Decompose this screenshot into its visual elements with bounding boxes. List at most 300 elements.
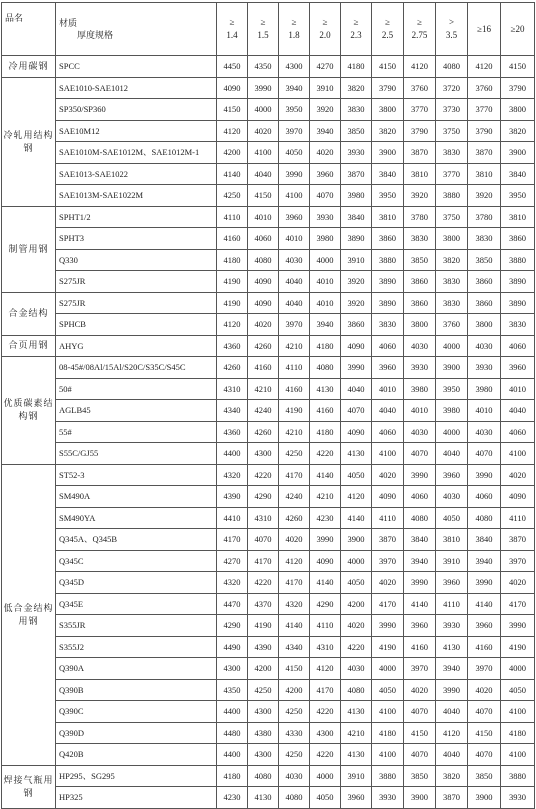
price-cell: 4310 xyxy=(310,636,341,658)
price-cell: 4390 xyxy=(217,486,248,508)
price-cell: 4000 xyxy=(501,658,535,680)
table-row xyxy=(2,529,535,551)
price-cell: 4250 xyxy=(279,701,310,723)
price-cell: 4000 xyxy=(436,335,468,357)
table-row xyxy=(2,507,535,529)
material-cell: SAE1010M-SAE1012M、SAE1012M-1 xyxy=(56,142,217,164)
material-cell: HP295、SG295 xyxy=(56,765,217,787)
price-cell: 3890 xyxy=(501,271,535,293)
price-cell: 4180 xyxy=(341,56,372,78)
price-cell: 4300 xyxy=(248,744,279,766)
price-cell: 3780 xyxy=(404,206,436,228)
table-row xyxy=(2,77,535,99)
price-cell: 3850 xyxy=(468,249,501,271)
price-cell: 4120 xyxy=(279,550,310,572)
price-cell: 3860 xyxy=(468,271,501,293)
price-cell: 4190 xyxy=(372,636,404,658)
material-cell: HP325 xyxy=(56,787,217,809)
price-cell: 4160 xyxy=(217,228,248,250)
price-cell: 4150 xyxy=(372,56,404,78)
material-cell: SP350/SP360 xyxy=(56,99,217,121)
price-cell: 4100 xyxy=(372,443,404,465)
price-cell: 4190 xyxy=(279,400,310,422)
price-cell: 4100 xyxy=(501,701,535,723)
price-cell: 4080 xyxy=(404,507,436,529)
price-cell: 4050 xyxy=(436,507,468,529)
price-cell: 3900 xyxy=(404,787,436,809)
price-cell: 3870 xyxy=(404,142,436,164)
price-cell: 3760 xyxy=(468,77,501,99)
price-cell: 4220 xyxy=(310,744,341,766)
price-cell: 4060 xyxy=(404,486,436,508)
price-cell: 3880 xyxy=(372,249,404,271)
material-cell: AGLB45 xyxy=(56,400,217,422)
price-cell: 4070 xyxy=(404,744,436,766)
price-cell: 4260 xyxy=(279,507,310,529)
price-cell: 4040 xyxy=(436,443,468,465)
price-cell: 4080 xyxy=(248,765,279,787)
price-cell: 4360 xyxy=(217,421,248,443)
table-row xyxy=(2,744,535,766)
table-row xyxy=(2,357,535,379)
price-cell: 4090 xyxy=(310,550,341,572)
price-cell: 4020 xyxy=(341,615,372,637)
price-cell: 3920 xyxy=(341,271,372,293)
header-thickness-2: ≥ 1.5 xyxy=(248,3,279,56)
price-cell: 4110 xyxy=(310,615,341,637)
price-cell: 3950 xyxy=(372,185,404,207)
price-cell: 4050 xyxy=(310,787,341,809)
price-cell: 4070 xyxy=(468,701,501,723)
price-cell: 3750 xyxy=(436,120,468,142)
price-cell: 4300 xyxy=(248,701,279,723)
price-cell: 4470 xyxy=(217,593,248,615)
price-cell: 4170 xyxy=(248,550,279,572)
price-cell: 3990 xyxy=(468,464,501,486)
price-cell: 3980 xyxy=(310,228,341,250)
material-cell: S55C/GJ55 xyxy=(56,443,217,465)
material-cell: Q390A xyxy=(56,658,217,680)
table-body xyxy=(2,56,535,809)
price-cell: 3960 xyxy=(436,572,468,594)
price-cell: 3990 xyxy=(372,615,404,637)
price-cell: 3810 xyxy=(501,206,535,228)
price-cell: 4250 xyxy=(279,744,310,766)
price-cell: 3930 xyxy=(341,142,372,164)
price-cell: 4240 xyxy=(248,400,279,422)
header-thickness-1: ≥ 1.4 xyxy=(217,3,248,56)
price-cell: 3810 xyxy=(436,529,468,551)
material-cell: Q345D xyxy=(56,572,217,594)
material-cell: SAE1010-SAE1012 xyxy=(56,77,217,99)
price-cell: 3990 xyxy=(468,572,501,594)
price-cell: 3990 xyxy=(248,77,279,99)
price-cell: 4180 xyxy=(217,249,248,271)
price-cell: 4040 xyxy=(436,701,468,723)
header-thickness-9: ≥16 xyxy=(468,3,501,56)
price-cell: 4060 xyxy=(501,335,535,357)
price-cell: 4010 xyxy=(468,400,501,422)
price-cell: 3860 xyxy=(372,228,404,250)
price-cell: 4000 xyxy=(436,421,468,443)
price-cell: 4220 xyxy=(248,464,279,486)
price-cell: 3960 xyxy=(468,615,501,637)
price-cell: 4290 xyxy=(310,593,341,615)
price-cell: 3930 xyxy=(310,206,341,228)
price-cell: 4030 xyxy=(404,335,436,357)
price-cell: 3990 xyxy=(501,615,535,637)
price-cell: 4330 xyxy=(279,722,310,744)
price-cell: 3910 xyxy=(436,550,468,572)
price-cell: 3900 xyxy=(372,142,404,164)
price-cell: 4170 xyxy=(279,572,310,594)
table-row xyxy=(2,271,535,293)
price-cell: 3790 xyxy=(468,120,501,142)
header-thickness-5: ≥ 2.3 xyxy=(341,3,372,56)
material-cell: 50# xyxy=(56,378,217,400)
price-cell: 3980 xyxy=(436,400,468,422)
price-cell: 3960 xyxy=(436,464,468,486)
price-cell: 3820 xyxy=(436,249,468,271)
price-cell: 4040 xyxy=(341,378,372,400)
price-cell: 3900 xyxy=(501,142,535,164)
price-cell: 4220 xyxy=(310,443,341,465)
price-cell: 3880 xyxy=(501,765,535,787)
price-cell: 4300 xyxy=(279,56,310,78)
price-cell: 4030 xyxy=(404,421,436,443)
price-cell: 4490 xyxy=(217,636,248,658)
material-cell: 08-45#/08Al/15Al/S20C/S35C/S45C xyxy=(56,357,217,379)
price-cell: 4090 xyxy=(501,486,535,508)
material-cell: Q390D xyxy=(56,722,217,744)
table-row xyxy=(2,701,535,723)
price-cell: 4130 xyxy=(341,443,372,465)
price-cell: 4140 xyxy=(279,615,310,637)
price-cell: 4400 xyxy=(217,744,248,766)
material-cell: Q345C xyxy=(56,550,217,572)
price-cell: 4250 xyxy=(248,679,279,701)
price-cell: 4100 xyxy=(372,744,404,766)
price-cell: 4270 xyxy=(217,550,248,572)
material-cell: S355J2 xyxy=(56,636,217,658)
price-cell: 4120 xyxy=(404,56,436,78)
price-cell: 4020 xyxy=(248,120,279,142)
price-cell: 3890 xyxy=(372,292,404,314)
price-cell: 4320 xyxy=(217,464,248,486)
price-cell: 3820 xyxy=(436,765,468,787)
price-cell: 4140 xyxy=(404,593,436,615)
price-cell: 4020 xyxy=(372,464,404,486)
header-material xyxy=(56,3,217,56)
price-cell: 3800 xyxy=(372,99,404,121)
price-cell: 4360 xyxy=(217,335,248,357)
price-cell: 3970 xyxy=(279,314,310,336)
table-row xyxy=(2,185,535,207)
price-cell: 3840 xyxy=(468,529,501,551)
price-cell: 4190 xyxy=(217,292,248,314)
price-cell: 3790 xyxy=(501,77,535,99)
price-cell: 4140 xyxy=(468,593,501,615)
material-cell: Q420B xyxy=(56,744,217,766)
price-cell: 4170 xyxy=(372,593,404,615)
price-cell: 3820 xyxy=(372,120,404,142)
price-cell: 3950 xyxy=(279,99,310,121)
price-cell: 3940 xyxy=(310,314,341,336)
price-cell: 3830 xyxy=(501,314,535,336)
header-material-label: 材质 xyxy=(59,18,78,28)
price-cell: 4090 xyxy=(341,335,372,357)
price-cell: 3860 xyxy=(501,228,535,250)
price-cell: 4210 xyxy=(341,722,372,744)
price-cell: 4060 xyxy=(468,486,501,508)
price-cell: 3860 xyxy=(341,314,372,336)
material-cell: ST52-3 xyxy=(56,464,217,486)
price-cell: 4150 xyxy=(279,658,310,680)
price-cell: 4250 xyxy=(279,443,310,465)
price-cell: 3960 xyxy=(501,357,535,379)
price-cell: 4130 xyxy=(436,636,468,658)
price-cell: 4150 xyxy=(217,99,248,121)
table-row xyxy=(2,335,535,357)
price-cell: 4200 xyxy=(279,679,310,701)
price-cell: 4020 xyxy=(310,142,341,164)
price-cell: 4060 xyxy=(372,421,404,443)
price-cell: 4130 xyxy=(341,744,372,766)
table-row xyxy=(2,765,535,787)
price-cell: 3810 xyxy=(468,163,501,185)
table-row xyxy=(2,314,535,336)
price-cell: 4200 xyxy=(217,142,248,164)
price-cell: 3920 xyxy=(404,185,436,207)
price-cell: 3820 xyxy=(501,120,535,142)
price-cell: 4110 xyxy=(217,206,248,228)
price-cell: 3940 xyxy=(404,550,436,572)
price-cell: 4190 xyxy=(217,271,248,293)
price-cell: 4010 xyxy=(248,206,279,228)
price-cell: 4210 xyxy=(248,378,279,400)
price-cell: 4100 xyxy=(372,701,404,723)
price-cell: 4200 xyxy=(248,658,279,680)
price-cell: 3920 xyxy=(468,185,501,207)
price-cell: 4010 xyxy=(279,228,310,250)
price-cell: 4180 xyxy=(310,421,341,443)
price-cell: 3770 xyxy=(468,99,501,121)
price-cell: 4060 xyxy=(248,228,279,250)
price-cell: 4100 xyxy=(501,744,535,766)
price-cell: 4020 xyxy=(372,572,404,594)
price-cell: 3930 xyxy=(372,787,404,809)
material-cell: Q345A、Q345B xyxy=(56,529,217,551)
category-cell: 合页用钢 xyxy=(2,335,56,357)
price-cell: 3830 xyxy=(341,99,372,121)
header-thickness-3: ≥ 1.8 xyxy=(279,3,310,56)
price-cell: 3900 xyxy=(341,529,372,551)
price-cell: 3990 xyxy=(404,464,436,486)
price-cell: 3830 xyxy=(404,228,436,250)
price-cell: 4040 xyxy=(248,163,279,185)
price-cell: 4120 xyxy=(468,56,501,78)
price-cell: 4070 xyxy=(404,443,436,465)
price-cell: 4040 xyxy=(436,744,468,766)
price-cell: 3870 xyxy=(436,787,468,809)
price-cell: 4150 xyxy=(468,722,501,744)
category-cell: 焊接气瓶用钢 xyxy=(2,765,56,808)
price-cell: 3810 xyxy=(372,206,404,228)
price-cell: 4310 xyxy=(217,378,248,400)
price-cell: 4140 xyxy=(310,464,341,486)
price-cell: 4180 xyxy=(217,765,248,787)
table-row xyxy=(2,636,535,658)
price-cell: 3990 xyxy=(404,572,436,594)
header-thickness-6: ≥ 2.5 xyxy=(372,3,404,56)
material-cell: SPCC xyxy=(56,56,217,78)
price-cell: 3750 xyxy=(436,206,468,228)
price-cell: 3930 xyxy=(468,357,501,379)
price-cell: 3980 xyxy=(341,185,372,207)
price-cell: 4090 xyxy=(217,77,248,99)
price-cell: 3790 xyxy=(372,77,404,99)
material-cell: AHYG xyxy=(56,335,217,357)
table-row xyxy=(2,593,535,615)
price-cell: 4290 xyxy=(217,615,248,637)
price-cell: 4160 xyxy=(310,400,341,422)
price-cell: 4040 xyxy=(279,292,310,314)
material-cell: S355JR xyxy=(56,615,217,637)
price-cell: 4080 xyxy=(310,357,341,379)
table-row xyxy=(2,787,535,809)
price-cell: 3770 xyxy=(404,99,436,121)
price-cell: 3970 xyxy=(404,658,436,680)
price-cell: 4070 xyxy=(310,185,341,207)
category-cell: 合金结构 xyxy=(2,292,56,335)
price-cell: 3850 xyxy=(404,249,436,271)
price-cell: 3840 xyxy=(341,206,372,228)
table-row xyxy=(2,56,535,78)
price-cell: 3820 xyxy=(341,77,372,99)
price-cell: 3890 xyxy=(341,228,372,250)
price-cell: 3830 xyxy=(468,228,501,250)
price-cell: 4380 xyxy=(248,722,279,744)
price-cell: 4020 xyxy=(468,679,501,701)
price-cell: 4090 xyxy=(248,292,279,314)
price-cell: 4340 xyxy=(217,400,248,422)
price-cell: 3850 xyxy=(404,765,436,787)
price-cell: 4070 xyxy=(468,744,501,766)
price-cell: 4090 xyxy=(341,421,372,443)
price-cell: 3990 xyxy=(436,679,468,701)
price-cell: 4170 xyxy=(310,679,341,701)
price-cell: 3900 xyxy=(468,787,501,809)
price-cell: 4180 xyxy=(372,722,404,744)
price-cell: 4020 xyxy=(501,572,535,594)
header-thickness-label: 厚度规格 xyxy=(77,30,114,40)
table-row xyxy=(2,206,535,228)
price-cell: 4080 xyxy=(436,56,468,78)
table-row xyxy=(2,292,535,314)
price-cell: 4160 xyxy=(404,636,436,658)
price-cell: 4060 xyxy=(372,335,404,357)
price-cell: 4100 xyxy=(279,185,310,207)
price-cell: 3800 xyxy=(404,314,436,336)
price-cell: 4120 xyxy=(217,120,248,142)
material-cell: SPHT1/2 xyxy=(56,206,217,228)
table-row xyxy=(2,421,535,443)
price-cell: 3880 xyxy=(372,765,404,787)
price-cell: 4350 xyxy=(248,56,279,78)
material-cell: S275JR xyxy=(56,292,217,314)
price-cell: 4120 xyxy=(310,658,341,680)
price-cell: 4100 xyxy=(501,443,535,465)
price-cell: 4080 xyxy=(468,507,501,529)
price-cell: 4250 xyxy=(217,185,248,207)
price-cell: 4120 xyxy=(341,486,372,508)
price-cell: 3930 xyxy=(404,357,436,379)
price-cell: 4190 xyxy=(248,615,279,637)
price-cell: 4270 xyxy=(310,56,341,78)
header-thickness-7: ≥ 2.75 xyxy=(404,3,436,56)
price-cell: 3970 xyxy=(372,550,404,572)
price-cell: 4060 xyxy=(501,421,535,443)
price-cell: 4170 xyxy=(217,529,248,551)
material-cell: 55# xyxy=(56,421,217,443)
price-cell: 4410 xyxy=(217,507,248,529)
material-cell: SPHT3 xyxy=(56,228,217,250)
price-cell: 4020 xyxy=(501,464,535,486)
material-cell: SAE10M12 xyxy=(56,120,217,142)
price-table xyxy=(1,2,535,809)
price-cell: 4000 xyxy=(248,99,279,121)
price-cell: 4220 xyxy=(310,701,341,723)
price-cell: 3960 xyxy=(310,163,341,185)
price-cell: 4090 xyxy=(372,486,404,508)
price-cell: 4300 xyxy=(310,722,341,744)
price-cell: 3970 xyxy=(279,120,310,142)
price-cell: 4020 xyxy=(404,679,436,701)
price-cell: 4160 xyxy=(248,357,279,379)
price-cell: 4300 xyxy=(217,658,248,680)
price-cell: 4170 xyxy=(501,593,535,615)
price-cell: 4210 xyxy=(279,335,310,357)
price-cell: 4180 xyxy=(501,722,535,744)
header-category: 品名 xyxy=(2,3,56,56)
category-cell: 制管用钢 xyxy=(2,206,56,292)
price-cell: 3950 xyxy=(501,185,535,207)
price-cell: 3800 xyxy=(436,228,468,250)
material-cell: S275JR xyxy=(56,271,217,293)
price-cell: 3870 xyxy=(501,529,535,551)
material-cell: SPHCB xyxy=(56,314,217,336)
price-cell: 4070 xyxy=(341,400,372,422)
material-cell: Q390C xyxy=(56,701,217,723)
price-cell: 4140 xyxy=(310,572,341,594)
price-cell: 3830 xyxy=(436,271,468,293)
price-cell: 4020 xyxy=(279,529,310,551)
price-cell: 3810 xyxy=(404,163,436,185)
price-cell: 4110 xyxy=(279,357,310,379)
price-cell: 3860 xyxy=(468,292,501,314)
table-row xyxy=(2,120,535,142)
table-row xyxy=(2,550,535,572)
price-cell: 4030 xyxy=(468,421,501,443)
price-cell: 4010 xyxy=(310,271,341,293)
price-cell: 3760 xyxy=(404,77,436,99)
price-cell: 4190 xyxy=(501,636,535,658)
price-cell: 3800 xyxy=(468,314,501,336)
price-cell: 4160 xyxy=(468,636,501,658)
price-cell: 4150 xyxy=(501,56,535,78)
price-cell: 4220 xyxy=(248,572,279,594)
price-cell: 4170 xyxy=(279,464,310,486)
